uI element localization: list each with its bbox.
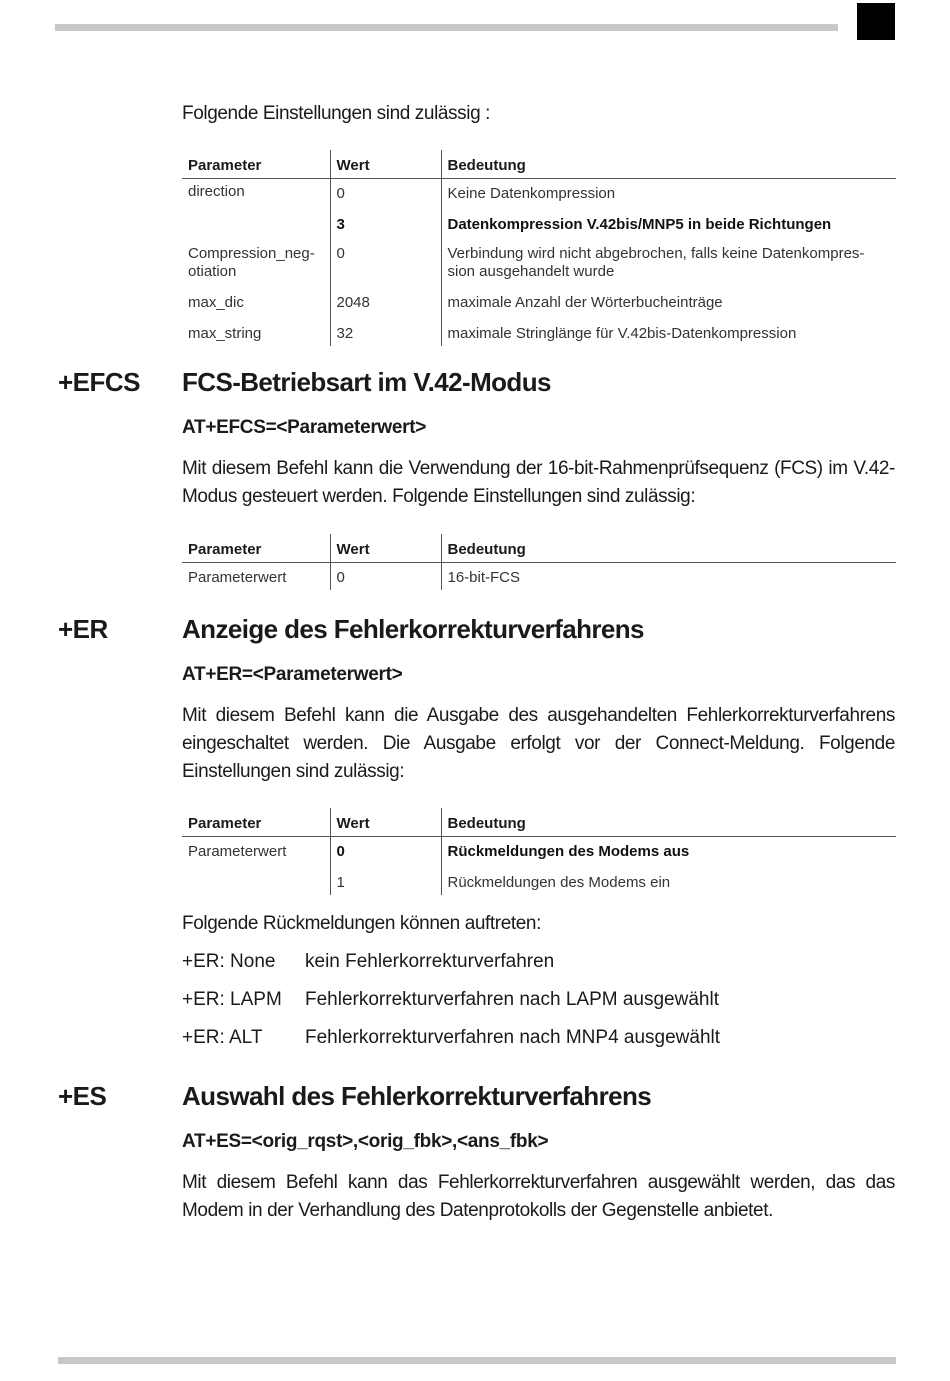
table-row xyxy=(182,206,896,237)
page-tab-marker xyxy=(857,3,895,40)
responses-intro: Folgende Rückmeldungen können auftreten: xyxy=(182,913,541,934)
section-code-er: +ER xyxy=(58,614,108,644)
table-row xyxy=(182,563,896,591)
cell-value: 32 xyxy=(330,315,441,346)
cell-param: Parameterwert xyxy=(188,843,287,860)
command-er: AT+ER=<Parameterwert> xyxy=(182,664,403,685)
section-title-es: Auswahl des Fehlerkorrekturverfahrens xyxy=(182,1081,652,1111)
command-efcs: AT+EFCS=<Parameterwert> xyxy=(182,417,427,438)
cell-param: max_dic xyxy=(188,294,244,311)
table-row xyxy=(182,284,896,315)
table-row xyxy=(182,837,896,865)
er-table xyxy=(182,808,896,895)
table-row xyxy=(182,315,896,346)
table-row xyxy=(182,237,896,284)
response-text: Fehlerkorrekturverfahren nach LAPM ausgewählt xyxy=(305,989,719,1010)
col-header-bedeutung: Bedeutung xyxy=(441,808,896,837)
section-code-es: +ES xyxy=(58,1081,107,1111)
col-header-wert: Wert xyxy=(330,534,441,563)
cell-param: max_string xyxy=(188,325,262,342)
cell-param: direction xyxy=(188,183,245,200)
col-header-parameter: Parameter xyxy=(182,534,330,563)
cell-param xyxy=(182,864,330,895)
response-code: +ER: LAPM xyxy=(182,989,282,1010)
command-es: AT+ES=<orig_rqst>,<orig_fbk>,<ans_fbk> xyxy=(182,1131,549,1152)
cell-meaning: Verbindung wird nicht abgebrochen, falls keine Datenkompres- sion ausgehandelt wurde xyxy=(441,237,896,284)
cell-meaning: Rückmeldungen des Modems ein xyxy=(441,864,896,895)
section-title-er: Anzeige des Fehlerkorrekturverfahrens xyxy=(182,614,644,644)
intro-text: Folgende Einstellungen sind zulässig : xyxy=(182,103,491,124)
footer-rule xyxy=(58,1357,896,1364)
table-header-row xyxy=(182,534,896,563)
table-header-row xyxy=(182,150,896,179)
col-header-wert: Wert xyxy=(330,808,441,837)
cell-param: Compression_neg- otiation xyxy=(188,245,315,280)
col-header-parameter: Parameter xyxy=(182,808,330,837)
cell-value: 1 xyxy=(330,864,441,895)
table-row xyxy=(182,864,896,895)
description-es: Mit diesem Befehl kann das Fehlerkorrekturverfahren ausgewählt werden, das das Modem in der Verhandlung des Datenprotokolls der Gegenstelle anbietet. xyxy=(182,1172,895,1221)
table-row xyxy=(182,179,896,207)
cell-value: 2048 xyxy=(330,284,441,315)
cell-param: Parameterwert xyxy=(188,569,287,586)
cell-value: 3 xyxy=(330,206,441,237)
cell-value: 0 xyxy=(330,237,441,284)
cell-meaning: maximale Anzahl der Wörterbucheinträge xyxy=(441,284,896,315)
section-title-efcs: FCS-Betriebsart im V.42-Modus xyxy=(182,367,551,397)
response-text: Fehlerkorrekturverfahren nach MNP4 ausgewählt xyxy=(305,1027,721,1048)
table-header-row xyxy=(182,808,896,837)
col-header-bedeutung: Bedeutung xyxy=(441,534,896,563)
response-code: +ER: ALT xyxy=(182,1027,263,1048)
col-header-bedeutung: Bedeutung xyxy=(441,150,896,179)
description-er: Mit diesem Befehl kann die Ausgabe des ausgehandelten Fehlerkorrekturverfahrens eingeschaltet werden. Die Ausgabe erfolgt vor der Connect-Meldung. Folgende Einstellungen sind zulässig: xyxy=(182,705,895,782)
response-code: +ER: None xyxy=(182,951,276,972)
cell-meaning: Keine Datenkompression xyxy=(441,179,896,207)
efcs-table xyxy=(182,534,896,590)
compression-table xyxy=(182,150,896,346)
cell-meaning: maximale Stringlänge für V.42bis-Datenkompression xyxy=(441,315,896,346)
cell-meaning: 16-bit-FCS xyxy=(441,563,896,591)
section-code-efcs: +EFCS xyxy=(58,367,141,397)
cell-meaning: Datenkompression V.42bis/MNP5 in beide Richtungen xyxy=(441,206,896,237)
col-header-wert: Wert xyxy=(330,150,441,179)
cell-value: 0 xyxy=(330,179,441,207)
cell-param xyxy=(182,206,330,237)
cell-meaning: Rückmeldungen des Modems aus xyxy=(441,837,896,865)
cell-value: 0 xyxy=(330,837,441,865)
response-text: kein Fehlerkorrekturverfahren xyxy=(305,951,555,972)
cell-value: 0 xyxy=(330,563,441,591)
col-header-parameter: Parameter xyxy=(182,150,330,179)
header-rule xyxy=(55,24,838,31)
description-efcs: Mit diesem Befehl kann die Verwendung der 16-bit-Rahmenprüfsequenz (FCS) im V.42-Modus gesteuert werden. Folgende Einstellungen sind zulässig: xyxy=(182,458,895,507)
